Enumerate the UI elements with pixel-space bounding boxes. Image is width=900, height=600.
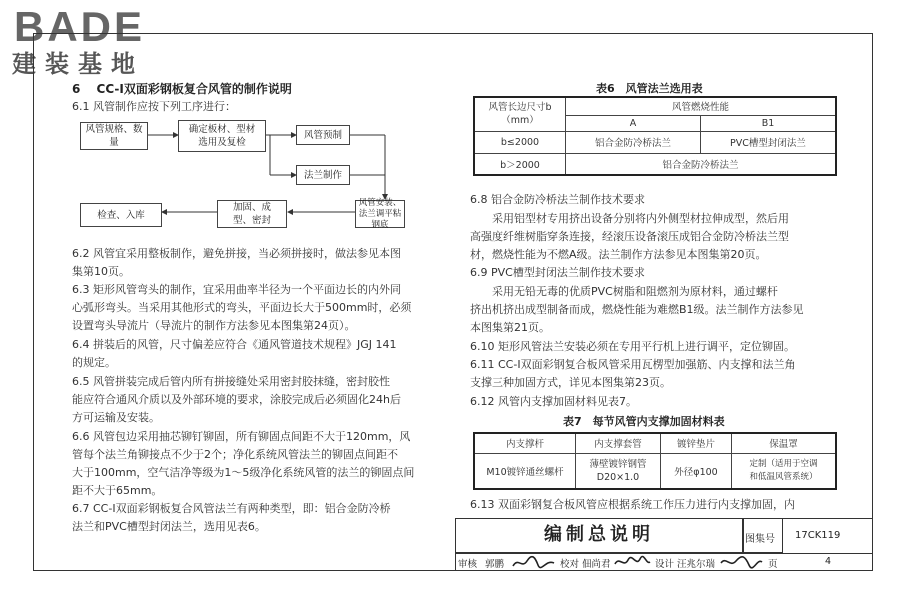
- table7-caption: 表7 每节风管内支撑加固材料表: [563, 415, 725, 428]
- table6-header-B1: B1: [700, 115, 836, 131]
- flow-box-flange: 法兰制作: [296, 165, 350, 185]
- text-line: 心弧形弯头。当采用其他形式的弯头，平面边长大于500mm时，必须: [72, 301, 412, 314]
- text-line: 6.7 CC-Ⅰ双面彩钢板复合风管法兰有两种类型，即：铝合金防冷桥: [72, 502, 391, 515]
- text-line: 本图集第21页。: [470, 321, 550, 334]
- table7-header: 镀锌垫片: [661, 433, 732, 453]
- section-title: 6 CC-Ⅰ双面彩钢板复合风管的制作说明: [72, 82, 292, 96]
- text-line: 6.10 矩形风管法兰安装必须在专用平行机上进行调平，定位铆固。: [470, 340, 795, 353]
- text-line: 大于100mm，空气洁净等级为1～5级净化系统风管的法兰的铆固点间: [72, 466, 415, 479]
- text-line: 高强度纤维树脂穿条连接，经滚压设备滚压成铝合金防冷桥法兰型: [470, 230, 789, 243]
- table7-header: 内支撑套管: [576, 433, 661, 453]
- page-number: 4: [825, 556, 832, 567]
- drawing-title: 编制总说明: [544, 524, 654, 545]
- atlas-label: 图集号: [745, 534, 775, 545]
- text-line: 6.11 CC-Ⅰ双面彩钢复合板风管采用瓦楞型加强筋、内支撑和法兰角: [470, 358, 796, 371]
- table6-caption: 表6 风管法兰选用表: [596, 82, 703, 95]
- text-line: 法兰和PVC槽型封闭法兰，选用见表6。: [72, 520, 266, 533]
- table6-cell: 铝合金防冷桥法兰: [566, 131, 701, 153]
- table6-header-A: A: [566, 115, 701, 131]
- text-line: 设置弯头导流片（导流片的制作方法参见本图集第24页）。: [72, 319, 356, 332]
- text-line: 材，燃烧性能为不燃A级。法兰制作方法参见本图集第20页。: [470, 248, 767, 261]
- check-signature: [612, 553, 652, 571]
- text-line: 6.13 双面彩钢复合板风管应根据系统工作压力进行内支撑加固，内: [470, 498, 795, 511]
- logo: BADE: [14, 3, 146, 50]
- table6-cell: 铝合金防冷桥法兰: [566, 153, 837, 175]
- text-line: 集第10页。: [72, 265, 130, 278]
- table7-cell: M10镀锌通丝螺杆: [474, 453, 576, 489]
- text-line: 支撑三种加固方式，详见本图集第23页。: [470, 376, 671, 389]
- text-line: 6.3 矩形风管弯头的制作，宜采用曲率半径为一个平面边长的内外同: [72, 283, 401, 296]
- text-line: 距不大于65mm。: [72, 484, 163, 497]
- text-line: 管每个法兰角铆接点不少于2个；净化系统风管法兰的铆固点间距不: [72, 448, 398, 461]
- table6-header-size: 风管长边尺寸b（mm）: [474, 97, 566, 131]
- page-label: 页: [768, 559, 778, 570]
- review-name: 郭鹏: [485, 559, 505, 570]
- flow-box-install: 风管安装、法兰调平粘钢底: [355, 200, 405, 228]
- table6-cell: b＞2000: [474, 153, 566, 175]
- text-line: 6.6 风管包边采用抽芯铆钉铆固，所有铆固点间距不大于120mm，风: [72, 430, 411, 443]
- flow-box-materials: 确定板材、型材选用及复检: [178, 120, 266, 152]
- table7-cell: 外径φ100: [661, 453, 732, 489]
- review-signature: [510, 553, 558, 571]
- text-line: 的规定。: [72, 356, 116, 369]
- text-line: 6.9 PVC槽型封闭法兰制作技术要求: [470, 266, 645, 279]
- logo-subtitle: 建装基地: [12, 50, 144, 78]
- table7: [473, 432, 837, 490]
- table6-cell: b≤2000: [474, 131, 566, 153]
- design-signature: [718, 553, 764, 571]
- para-6-1: 6.1 风管制作应按下列工序进行：: [72, 100, 236, 113]
- flow-box-reinforce: 加固、成型、密封: [217, 200, 287, 228]
- text-line: 6.12 风管内支撑加固材料见表7。: [470, 395, 637, 408]
- table7-cell-line: 定制（适用于空调: [749, 458, 818, 469]
- table6-header-fire: 风管燃烧性能: [566, 97, 837, 115]
- table7-cell-line: D20×1.0: [596, 471, 640, 483]
- table6: [473, 96, 837, 176]
- text-line: 采用无铅无毒的优质PVC树脂和阻燃剂为原材料，通过螺杆: [470, 285, 778, 298]
- check-name: 佃尚君: [582, 559, 611, 570]
- table7-header: 内支撑杆: [474, 433, 576, 453]
- text-line: 6.5 风管拼装完成后管内所有拼接缝处采用密封胶抹缝，密封胶性: [72, 375, 390, 388]
- table7-cell: [576, 453, 661, 489]
- atlas-number: 17CK119: [795, 530, 841, 541]
- text-line: 能应符合通风介质以及外部环境的要求，涂胶完成后必须固化24h后: [72, 393, 401, 406]
- text-line: 方可运输及安装。: [72, 411, 160, 424]
- flow-box-inspect: 检查、入库: [80, 203, 162, 227]
- text-line: 6.8 铝合金防冷桥法兰制作技术要求: [470, 193, 645, 206]
- table7-cell-line: 和低温风管系统）: [749, 471, 818, 482]
- table7-cell-line: 薄壁镀锌钢管: [589, 458, 647, 470]
- table6-cell: PVC槽型封闭法兰: [700, 131, 836, 153]
- flow-box-prefab: 风管预制: [296, 125, 350, 145]
- text-line: 挤出机挤出成型制备而成，燃烧性能为难燃B1级。法兰制作方法参见: [470, 303, 804, 316]
- design-name: 汪兆尔瑞: [677, 559, 716, 570]
- table7-header: 保温罩: [732, 433, 837, 453]
- text-line: 6.4 拼装后的风管，尺寸偏差应符合《通风管道技术规程》JGJ 141: [72, 338, 397, 351]
- text-line: 6.2 风管宜采用整板制作，避免拼接，当必须拼接时，做法参见本图: [72, 247, 401, 260]
- text-line: 采用铝型材专用挤出设备分别将内外侧型材拉伸成型，然后用: [470, 212, 789, 225]
- check-label: 校对: [560, 559, 580, 570]
- review-label: 审核: [458, 559, 478, 570]
- flow-box-specs: 风管规格、数量: [80, 122, 148, 150]
- design-label: 设计: [655, 559, 675, 570]
- table7-cell: [732, 453, 837, 489]
